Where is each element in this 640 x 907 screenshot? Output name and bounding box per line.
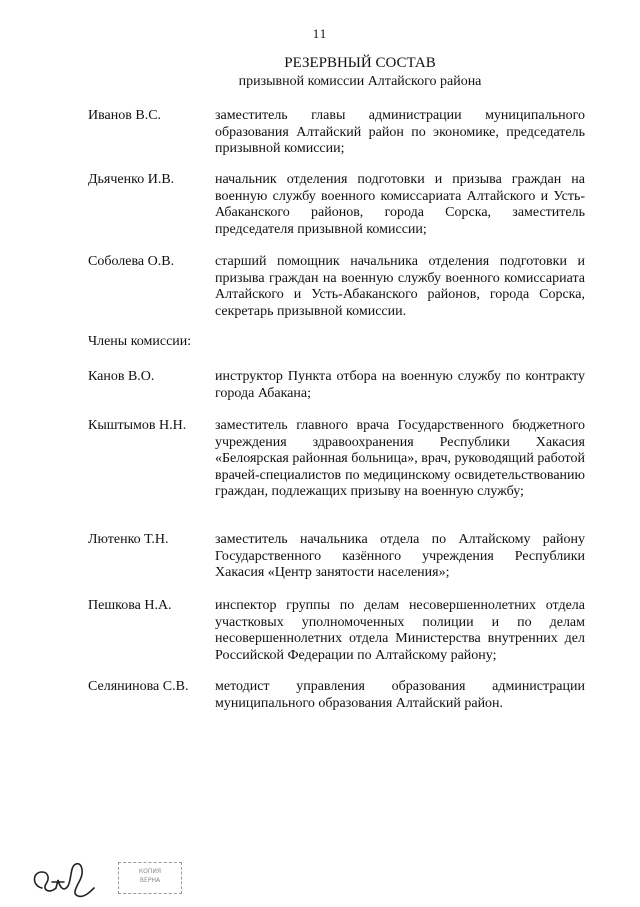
member-description: инструктор Пункта отбора на военную службу по контракту города Абакана;: [215, 369, 585, 401]
signature-icon: [28, 858, 98, 907]
entry-name: Соболева О.В.: [88, 254, 175, 269]
member-name: Кыштымов Н.Н.: [88, 418, 187, 433]
member-description: заместитель начальника отдела по Алтайскому району Государственного казённого учреждения Республики Хакасия «Центр занятости населения»;: [215, 532, 585, 580]
stamp-line: ВЕРНА: [139, 877, 161, 884]
member-name: Селянинова С.В.: [88, 679, 189, 694]
entry-description: начальник отделения подготовки и призыва граждан на военную службу военного комиссариата Алтайского и Усть-Абаканского районов, города Сорска, заместитель председателя призывной комиссии;: [215, 172, 585, 237]
member-description: инспектор группы по делам несовершеннолетних отдела участковых уполномоченных полиции и по делам несовершеннолетних отдела Министерства внутренних дел Российской Федерации по Алтайскому району;: [215, 598, 585, 663]
member-description: заместитель главного врача Государственного бюджетного учреждения здравоохранения Республики Хакасия «Белоярская районная больница», врач, руководящий работой врачей-специалистов по медицинскому освидетельствованию граждан, подлежащих призыву на военную службу;: [215, 418, 585, 499]
member-description: методист управления образования администрации муниципального образования Алтайский район.: [215, 679, 585, 711]
member-name: Пешкова Н.А.: [88, 598, 172, 613]
members-heading: Члены комиссии:: [88, 334, 192, 349]
stamp-line: КОПИЯ: [138, 868, 162, 875]
document-subtitle: призывной комиссии Алтайского района: [238, 74, 482, 89]
entry-description: заместитель главы администрации муниципального образования Алтайский район по экономике, председатель призывной комиссии;: [215, 108, 585, 156]
page-number: 11: [312, 26, 328, 41]
member-name: Канов В.О.: [88, 369, 155, 384]
entry-name: Дьяченко И.В.: [88, 172, 175, 187]
member-name: Лютенко Т.Н.: [88, 532, 169, 547]
copy-stamp: [118, 862, 182, 894]
entry-name: Иванов В.С.: [88, 108, 162, 123]
entry-description: старший помощник начальника отделения подготовки и призыва граждан на военную службу военного комиссариата Алтайского и Усть-Абаканского районов, города Сорска, секретарь призывной комиссии.: [215, 254, 585, 319]
document-title: РЕЗЕРВНЫЙ СОСТАВ: [284, 55, 436, 71]
